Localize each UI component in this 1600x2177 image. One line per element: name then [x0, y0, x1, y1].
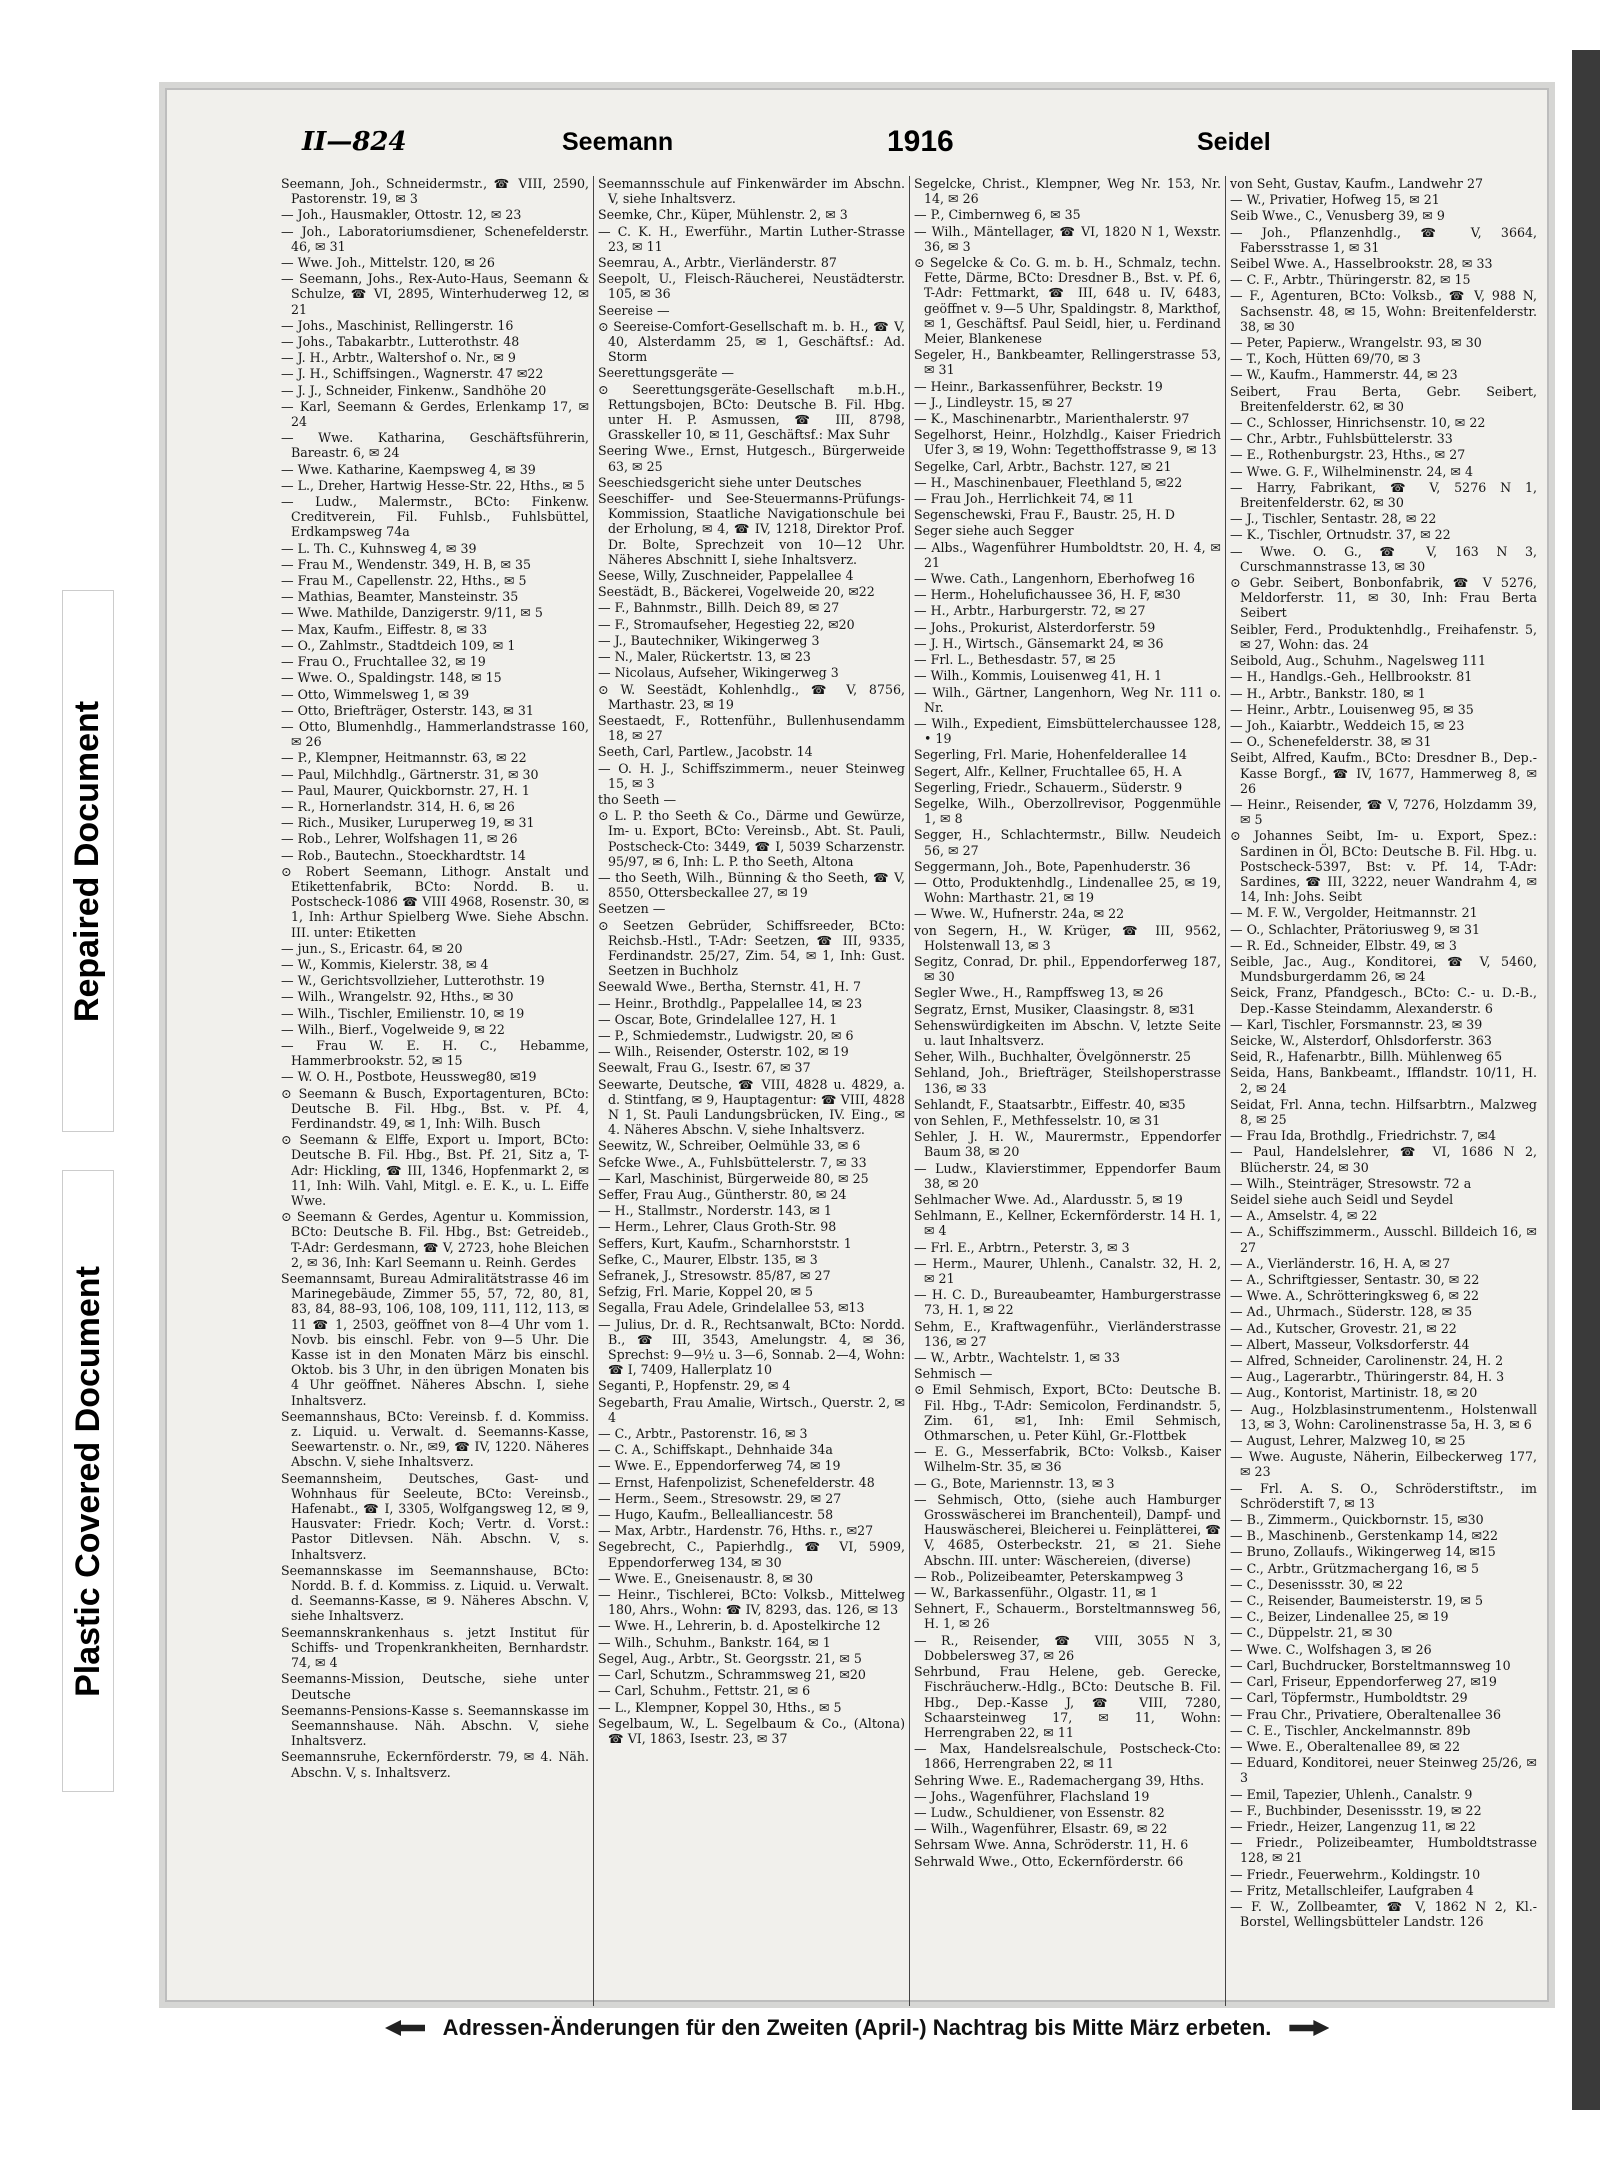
- directory-entry: — Wilh., Expedient, Eimsbüttelerchaussee 128, • 19: [914, 715, 1221, 747]
- directory-entry: ⊙ Johannes Seibt, Im- u. Export, Spez.: Sardinen in Öl, BCto: Deutsche B. Fil. Hbg. u. Postscheck-5397, Bst: v. Pf. 14, T-Adr: Sardines, ☎ III, 3222, neuer Wandrahm 4, ✉ 14, Inh: Johs. Seibt: [1230, 828, 1537, 905]
- directory-entry: — K., Tischler, Ortnudstr. 37, ✉ 22: [1230, 527, 1451, 543]
- directory-entry: Sehrbund, Frau Helene, geb. Gerecke, Fischräucherw.-Hdlg., BCto: Deutsche B. Fil. Hbg., Dep.-Kasse J, ☎ VIII, 7280, Schaarsteinweg 17, ✉ 11, Wohn: Herrengraben 22, ✉ 11: [914, 1664, 1221, 1740]
- directory-entry: Segitz, Conrad, Dr. phil., Eppendorferweg 187, ✉ 30: [914, 953, 1221, 985]
- directory-entry: Seese, Willy, Zuschneider, Pappelallee 4: [598, 568, 854, 584]
- directory-entry: — Heinr., Brothdlg., Pappelallee 14, ✉ 23: [598, 995, 863, 1011]
- directory-entry: — Karl, Seemann & Gerdes, Erlenkamp 17, ✉ 24: [281, 398, 589, 430]
- directory-entry: — Karl, Maschinist, Bürgerweide 80, ✉ 25: [598, 1170, 869, 1186]
- directory-entry: ⊙ Seetzen Gebrüder, Schiffsreeder, BCto: Reichsb.-Hstl., T-Adr: Seetzen, ☎ III, 9335, Ferdinandstr. 25/27, Zim. 54, ✉ 1, Inh: Gust. Seetzen in Buchholz: [598, 917, 905, 979]
- directory-entry: — Friedr., Heizer, Langenzug 11, ✉ 22: [1230, 1818, 1476, 1834]
- directory-entry: Seering Wwe., Ernst, Hutgesch., Bürgerweide 63, ✉ 25: [598, 443, 905, 474]
- directory-entry: — Heinr., Reisender, ☎ V, 7276, Holzdamm 39, ✉ 5: [1230, 796, 1537, 828]
- directory-entry: — Wwe. Katharine, Kaempsweg 4, ✉ 39: [281, 461, 536, 477]
- directory-entry: — Frau M., Capellenstr. 22, Hths., ✉ 5: [281, 573, 527, 589]
- directory-entry: — Wwe. E., Gneisenaustr. 8, ✉ 30: [598, 1570, 814, 1586]
- directory-entry: ⊙ Seemann & Gerdes, Agentur u. Kommission, BCto: Deutsche B. Fil. Hbg., Bst: Getreideb., T-Adr: Gerdesmann, ☎ V, 2723, hohe Bleichen 2, ✉ 36, Inh: Karl Seemann u. Reinh. Gerdes: [281, 1209, 589, 1270]
- directory-entry: — Frl. L., Bethesdastr. 57, ✉ 25: [914, 652, 1116, 668]
- directory-entry: Seemannshaus, BCto: Vereinsb. f. d. Kommiss. z. Liquid. u. Verwalt. d. Seemanns-Kasse, Seewartenstr. o. Nr., ✉9, ☎ IV, 1220. Näheres Abschn. V, siehe Inhaltsverz.: [281, 1408, 589, 1470]
- directory-entry: Seicke, W., Alsterdorf, Ohlsdorferstr. 363: [1230, 1032, 1492, 1048]
- directory-entry: Segelhorst, Heinr., Holzhdlg., Kaiser Friedrich Ufer 3, ✉ 19, Wohn: Tegetthoffstrasse 9, ✉ 13: [914, 427, 1221, 458]
- directory-entry: — C., Desenissstr. 30, ✉ 22: [1230, 1576, 1404, 1592]
- directory-entry: — W., Arbtr., Wachtelstr. 1, ✉ 33: [914, 1350, 1121, 1366]
- directory-entry: — Wwe. E., Eppendorferweg 74, ✉ 19: [598, 1458, 841, 1474]
- directory-entry: Seestaedt, F., Rottenführ., Bullenhusendamm 18, ✉ 27: [598, 712, 905, 744]
- directory-entry: Segerling, Frl. Marie, Hohenfelderallee 14: [914, 747, 1187, 763]
- directory-entry: — Frl. A. S. O., Schröderstiftstr., im Schröderstift 7, ✉ 13: [1230, 1480, 1537, 1511]
- directory-entry: — W., Privatier, Hofweg 15, ✉ 21: [1230, 192, 1440, 208]
- directory-entry: — jun., S., Ericastr. 64, ✉ 20: [281, 940, 463, 956]
- directory-entry: Seemke, Chr., Küper, Mühlenstr. 2, ✉ 3: [598, 207, 848, 223]
- directory-entry: — Wwe. C., Wolfshagen 3, ✉ 26: [1230, 1641, 1432, 1657]
- directory-entry: — R., Reisender, ☎ VIII, 3055 N 3, Dobbelersweg 37, ✉ 26: [914, 1632, 1221, 1663]
- directory-entry: — Joh., Pflanzenhdlg., ☎ V, 3664, Fabersstrasse 1, ✉ 31: [1230, 224, 1537, 255]
- directory-entry: — C. E., Tischler, Anckelmannstr. 89b: [1230, 1722, 1471, 1738]
- directory-entry: Seewarte, Deutsche, ☎ VIII, 4828 u. 4829, a. d. Stintfang, ✉ 9, Hauptagentur: ☎ VIII, 4828 N 1, St. Pauli Landungsbrücken, IV. Eing., ✉ 4. Näheres Abschn. V, siehe Inhaltsverz.: [598, 1076, 905, 1138]
- directory-entry: — W., Kaufm., Hammerstr. 44, ✉ 23: [1230, 367, 1458, 383]
- directory-entry: Seibert, Frau Berta, Gebr. Seibert, Breitenfelderstr. 62, ✉ 30: [1230, 383, 1537, 414]
- directory-entry: — Albs., Wagenführer Humboldtstr. 20, H. 4, ✉ 21: [914, 539, 1221, 570]
- directory-entry: — Rob., Lehrer, Wolfshagen 11, ✉ 26: [281, 831, 518, 847]
- directory-entry: Seger siehe auch Segger: [914, 523, 1074, 539]
- directory-entry: — J., Tischler, Sentastr. 28, ✉ 22: [1230, 511, 1437, 527]
- directory-entry: — Herm., Seem., Stresowstr. 29, ✉ 27: [598, 1490, 842, 1506]
- directory-entry: Segelke, Carl, Arbtr., Bachstr. 127, ✉ 21: [914, 458, 1172, 474]
- repaired-document-label: [62, 590, 114, 1132]
- scanner-edge: [1572, 50, 1600, 2110]
- directory-entry: — Wwe. O. G., ☎ V, 163 N 3, Curschmannstrasse 13, ✉ 30: [1230, 543, 1537, 574]
- header-first-word: Seemann: [562, 127, 674, 156]
- directory-entry: Seemanns-Mission, Deutsche, siehe unter Deutsche: [281, 1671, 589, 1702]
- directory-entry: Segel, Aug., Arbtr., St. Georgsstr. 21, ✉ 5: [598, 1650, 862, 1666]
- directory-entry: — Julius, Dr. d. R., Rechtsanwalt, BCto: Nordd. B., ☎ III, 3543, Amelungstr. 4, ✉ 36, Sprechst: 9—9½ u. 3—6, Sonnab. 2—4, Wohn: ☎ I, 7409, Hallerplatz 10: [598, 1316, 905, 1378]
- directory-entry: Seibt, Alfred, Kaufm., BCto: Dresdner B., Dep.-Kasse Borgf., ☎ IV, 1677, Hammerweg 8, ✉ 26: [1230, 750, 1537, 796]
- directory-entry: — Aug., Lagerarbtr., Thüringerstr. 84, H. 3: [1230, 1369, 1505, 1385]
- directory-entry: — A., Amselstr. 4, ✉ 22: [1230, 1208, 1378, 1224]
- directory-entry: — Friedr., Polizeibeamter, Humboldtstrasse 128, ✉ 21: [1230, 1835, 1537, 1866]
- directory-entry: — Wilh., Schuhm., Bankstr. 164, ✉ 1: [598, 1634, 831, 1650]
- directory-entry: — Carl, Buchdrucker, Borsteltmannsweg 10: [1230, 1657, 1511, 1673]
- directory-entry: — Herm., Hohelufichaussee 36, H. F, ✉30: [914, 587, 1181, 603]
- directory-entry: Segelke, Wilh., Oberzollrevisor, Poggenmühle 1, ✉ 8: [914, 795, 1221, 827]
- directory-entry: ⊙ Seemann & Elffe, Export u. Import, BCto: Deutsche B. Fil. Hbg., Bst. Pf. 21, Sitz a, T-Adr: Hickling, ☎ III, 1346, Hopfenmarkt 2, ✉ 11, Inh: Wilh. Vahl, Mitgl. e. E. K., u. L. Eiffe Wwe.: [281, 1132, 589, 1208]
- directory-entry: — Frau Chr., Privatiere, Oberaltenallee 36: [1230, 1706, 1502, 1722]
- directory-entry: Seepolt, U., Fleisch-Räucherei, Neustädterstr. 105, ✉ 36: [598, 271, 905, 302]
- directory-entry: Seewitz, W., Schreiber, Oelmühle 33, ✉ 6: [598, 1138, 861, 1154]
- directory-entry: Seemrau, A., Arbtr., Vierländerstr. 87: [598, 255, 837, 271]
- directory-entry: — Johs., Tabakarbtr., Lutterothstr. 48: [281, 334, 520, 350]
- directory-entry: Seggermann, Joh., Bote, Papenhuderstr. 36: [914, 858, 1191, 874]
- directory-entry: Seibold, Aug., Schuhm., Nagelsweg 111: [1230, 653, 1486, 669]
- directory-entry: Seemannsheim, Deutsches, Gast- und Wohnhaus für Seeleute, BCto: Vereinsb., Hafenabt., ☎ I, 3305, Wolfgangsweg 12, ✉ 9, Hausvater: Friedr. Koch; Vertr. d. Vorst.: Pastor Ditlevsen. Näh. Abschn. V, s. Inhaltsverz.: [281, 1470, 589, 1562]
- directory-entry: ⊙ Seereise-Comfort-Gesellschaft m. b. H., ☎ V, 40, Alsterdamm 25, ✉ 1, Geschäftsf.: Ad. Storm: [598, 318, 905, 365]
- directory-entry: — J. H., Wirtsch., Gänsemarkt 24, ✉ 36: [914, 635, 1164, 651]
- directory-entry: Seemannskrankenhaus s. jetzt Institut für Schiffs- und Tropenkrankheiten, Bernhardstr. 74, ✉ 4: [281, 1624, 589, 1671]
- directory-entry: Seib Wwe., C., Venusberg 39, ✉ 9: [1230, 208, 1445, 224]
- directory-entry: — Frau Ida, Brothdlg., Friedrichstr. 7, ✉4: [1230, 1128, 1496, 1144]
- header-last-word: Seidel: [1197, 127, 1271, 156]
- directory-entry: — O., Schlachter, Prätoriusweg 9, ✉ 31: [1230, 921, 1481, 937]
- directory-entry: Seemannsschule auf Finkenwärder im Abschn. V, siehe Inhaltsverz.: [598, 176, 905, 207]
- directory-entry: Sehland, Joh., Briefträger, Steilshoperstrasse 136, ✉ 33: [914, 1065, 1221, 1096]
- directory-entry: Seestädt, B., Bäckerei, Vogelweide 20, ✉22: [598, 584, 875, 600]
- directory-entry: — Wilh., Wrangelstr. 92, Hths., ✉ 30: [281, 989, 514, 1005]
- directory-entry: Seetzen —: [598, 901, 666, 917]
- directory-entry: — E. G., Messerfabrik, BCto: Volksb., Kaiser Wilhelm-Str. 35, ✉ 36: [914, 1444, 1221, 1475]
- directory-entry: — Chr., Arbtr., Fuhlsbüttelerstr. 33: [1230, 431, 1453, 447]
- directory-entry: — E., Rothenburgstr. 23, Hths., ✉ 27: [1230, 447, 1466, 463]
- directory-entry: Seemanns-Pensions-Kasse s. Seemannskasse im Seemannshause. Näh. Abschn. V, siehe Inhaltsverz.: [281, 1702, 589, 1749]
- directory-entry: — C. F., Arbtr., Thüringerstr. 82, ✉ 15: [1230, 272, 1471, 288]
- directory-entry: — Joh., Laboratoriumsdiener, Schenefelderstr. 46, ✉ 31: [281, 223, 589, 254]
- directory-entry: — Otto, Produktenhdlg., Lindenallee 25, ✉ 19, Wohn: Marthastr. 21, ✉ 19: [914, 874, 1221, 906]
- directory-entry: — Sehmisch, Otto, (siehe auch Hamburger Grosswäscherei im Branchenteil), Dampf- und Hauswäscherei, Bleicherei u. Feinplätterei, ☎ V, 4685, Osterbeckstr. 21, ✉ 21. Siehe Abschn. III. unter: Wäschereien, (diverse): [914, 1491, 1221, 1568]
- directory-entry: — Johs., Prokurist, Alsterdorferstr. 59: [914, 619, 1156, 635]
- directory-entry: Sehnert, F., Schauerm., Borsteltmannsweg 56, H. 1, ✉ 26: [914, 1601, 1221, 1632]
- directory-entry: Sehrsam Wwe. Anna, Schröderstr. 11, H. 6: [914, 1837, 1189, 1853]
- page-header: [167, 122, 1547, 162]
- directory-entry: — Heinr., Arbtr., Louisenweg 95, ✉ 35: [1230, 701, 1474, 717]
- directory-entry: — A., Schiffszimmerm., Ausschl. Billdeich 16, ✉ 27: [1230, 1224, 1537, 1255]
- directory-entry: — N., Maler, Rückertstr. 13, ✉ 23: [598, 649, 811, 665]
- directory-entry: — F., Buchbinder, Desenissstr. 19, ✉ 22: [1230, 1802, 1482, 1818]
- directory-entry: — Paul, Maurer, Quickbornstr. 27, H. 1: [281, 782, 530, 798]
- directory-entry: Segeler, H., Bankbeamter, Rellingerstrasse 53, ✉ 31: [914, 347, 1221, 378]
- directory-entry: — Friedr., Feuerwehrm., Koldingstr. 10: [1230, 1866, 1481, 1882]
- directory-entry: — Herm., Lehrer, Claus Groth-Str. 98: [598, 1219, 837, 1235]
- page-footer: [167, 2010, 1547, 2046]
- directory-entry: Seible, Jac., Aug., Konditorei, ☎ V, 5460, Mundsburgerdamm 26, ✉ 24: [1230, 953, 1537, 985]
- directory-entry: Segebarth, Frau Amalie, Wirtsch., Querstr. 2, ✉ 4: [598, 1394, 905, 1425]
- directory-entry: — Wwe. W., Hufnerstr. 24a, ✉ 22: [914, 906, 1125, 922]
- directory-entry: Segert, Alfr., Kellner, Fruchtallee 65, H. A: [914, 763, 1182, 779]
- directory-entry: — Wwe. Katharina, Geschäftsführerin, Bareastr. 6, ✉ 24: [281, 430, 589, 461]
- directory-entry: — Paul, Milchhdlg., Gärtnerstr. 31, ✉ 30: [281, 766, 539, 782]
- directory-entry: — Joh., Kaiarbtr., Weddeich 15, ✉ 23: [1230, 717, 1465, 733]
- directory-entry: Seganti, P., Hopfenstr. 29, ✉ 4: [598, 1378, 791, 1394]
- directory-entry: — Alfred, Schneider, Carolinenstr. 24, H. 2: [1230, 1353, 1504, 1369]
- directory-entry: Seibel Wwe. A., Hasselbrookstr. 28, ✉ 33: [1230, 256, 1493, 272]
- directory-entry: — Fritz, Metallschleifer, Laufgraben 4: [1230, 1882, 1474, 1898]
- directory-entry: — Otto, Wimmelsweg 1, ✉ 39: [281, 686, 470, 702]
- directory-entry: Sefke, C., Maurer, Elbstr. 135, ✉ 3: [598, 1251, 818, 1267]
- directory-entry: — Frau Joh., Herrlichkeit 74, ✉ 11: [914, 491, 1135, 507]
- directory-entry: — Emil, Tapezier, Uhlenh., Canalstr. 9: [1230, 1786, 1473, 1802]
- directory-entry: — R., Hornerlandstr. 314, H. 6, ✉ 26: [281, 798, 515, 814]
- directory-entry: — Carl, Friseur, Eppendorferweg 27, ✉19: [1230, 1674, 1497, 1690]
- footer-notice: Adressen-Änderungen für den Zweiten (April-) Nachtrag bis Mitte März erbeten.: [442, 2015, 1272, 2040]
- directory-entry: — Otto, Blumenhdlg., Hammerlandstrasse 160, ✉ 26: [281, 718, 589, 750]
- directory-entry: — Frl. E., Arbtrn., Peterstr. 3, ✉ 3: [914, 1239, 1130, 1255]
- directory-entry: — J. J., Schneider, Finkenw., Sandhöhe 20: [281, 382, 547, 398]
- directory-entry: ⊙ Emil Sehmisch, Export, BCto: Deutsche B. Fil. Hbg., T-Adr: Semicolon, Ferdinandstr. 5, Zim. 61, ✉1, Inh: Emil Sehmisch, Othmarschen, u. Peter Kühl, Gr.-Flottbek: [914, 1382, 1221, 1444]
- directory-entry: Segelcke, Christ., Klempner, Weg Nr. 153, Nr. 14, ✉ 26: [914, 176, 1221, 207]
- directory-entry: Seemannskasse im Seemannshause, BCto: Nordd. B. f. d. Kommiss. z. Liquid. u. Verwalt. d. Seemanns-Kasse, ✉ 9. Näheres Abschn. V, siehe Inhaltsverz.: [281, 1562, 589, 1624]
- directory-entry: — H. C. D., Bureaubeamter, Hamburgerstrasse 73, H. 1, ✉ 22: [914, 1287, 1221, 1318]
- directory-entry: — F. W., Zollbeamter, ☎ V, 1862 N 2, Kl.-Borstel, Wellingsbütteler Landstr. 126: [1230, 1898, 1537, 1930]
- directory-entry: — O. H. J., Schiffszimmerm., neuer Steinweg 15, ✉ 3: [598, 760, 905, 791]
- directory-entry: Seidat, Frl. Anna, techn. Hilfsarbtrn., Malzweg 8, ✉ 25: [1230, 1096, 1537, 1127]
- repaired-document-text: Repaired Document: [68, 700, 107, 1022]
- directory-entry: — J. H., Schiffsingen., Wagnerstr. 47 ✉22: [281, 366, 544, 382]
- directory-entry: tho Seeth —: [598, 791, 677, 807]
- directory-entry: — C., Düppelstr. 21, ✉ 30: [1230, 1625, 1393, 1641]
- directory-entry: — W., Gerichtsvollzieher, Lutterothstr. 19: [281, 973, 545, 989]
- directory-entry: — J., Bautechniker, Wikingerweg 3: [598, 632, 820, 648]
- directory-entry: — K., Maschinenarbtr., Marienthalerstr. 97: [914, 411, 1190, 427]
- directory-entry: von Seht, Gustav, Kaufm., Landwehr 27: [1230, 176, 1483, 191]
- directory-entry: — W., Kommis, Kielerstr. 38, ✉ 4: [281, 956, 489, 972]
- directory-entry: Sehenswürdigkeiten im Abschn. V, letzte Seite u. laut Inhaltsverz.: [914, 1017, 1221, 1048]
- directory-entry: Segelbaum, W., L. Segelbaum & Co., (Altona) ☎ VI, 1863, Isestr. 23, ✉ 37: [598, 1715, 905, 1746]
- directory-entry: Seidel siehe auch Seidl und Seydel: [1230, 1192, 1454, 1207]
- directory-entry: Sehrwald Wwe., Otto, Eckernförderstr. 66: [914, 1853, 1184, 1869]
- side-labels: [0, 0, 150, 2177]
- directory-entry: — Johs., Maschinist, Rellingerstr. 16: [281, 317, 514, 333]
- directory-entry: — W. O. H., Postbote, Heussweg80, ✉19: [281, 1069, 537, 1085]
- directory-entry: — H., Maschinenbauer, Fleethland 5, ✉22: [914, 474, 1183, 490]
- directory-entry: — August, Lehrer, Malzweg 10, ✉ 25: [1230, 1433, 1466, 1449]
- directory-entry: von Segern, H., W. Krüger, ☎ III, 9562, Holstenwall 13, ✉ 3: [914, 922, 1221, 953]
- directory-entry: — C., Schlosser, Hinrichsenstr. 10, ✉ 22: [1230, 415, 1486, 431]
- directory-entry: Segratz, Ernst, Musiker, Claasingstr. 8, ✉31: [914, 1001, 1196, 1017]
- directory-entry: — Wilh., Kommis, Louisenweg 41, H. 1: [914, 668, 1162, 684]
- directory-entry: — Carl, Töpfermstr., Humboldtstr. 29: [1230, 1690, 1468, 1706]
- directory-entry: — L., Dreher, Hartwig Hesse-Str. 22, Hths., ✉ 5: [281, 477, 585, 493]
- directory-entry: Sehlmacher Wwe. Ad., Alardusstr. 5, ✉ 19: [914, 1192, 1183, 1207]
- directory-entry: — Wilh., Steinträger, Stresowstr. 72 a: [1230, 1175, 1472, 1191]
- directory-entry: — Mathias, Beamter, Mansteinstr. 35: [281, 589, 519, 605]
- directory-entry: — Rich., Musiker, Luruperweg 19, ✉ 31: [281, 815, 535, 831]
- directory-entry: Sehlandt, F., Staatsarbtr., Eiffestr. 40, ✉35: [914, 1096, 1186, 1112]
- directory-entry: — Hugo, Kaufm., Bellealliancestr. 58: [598, 1507, 834, 1523]
- directory-entry: Seewalt, Frau G., Isestr. 67, ✉ 37: [598, 1060, 811, 1076]
- directory-entry: — Carl, Schutzm., Schrammsweg 21, ✉20: [598, 1667, 866, 1683]
- directory-entry: Sehmisch —: [914, 1366, 993, 1382]
- directory-entry: — Wwe. Joh., Mittelstr. 120, ✉ 26: [281, 255, 495, 271]
- directory-entry: — B., Zimmerm., Quickbornstr. 15, ✉30: [1230, 1512, 1484, 1528]
- directory-entry: — Nicolaus, Aufseher, Wikingerweg 3: [598, 665, 839, 681]
- directory-entry: — P., Klempner, Heitmannstr. 63, ✉ 22: [281, 750, 527, 766]
- directory-entry: ⊙ Seerettungsgeräte-Gesellschaft m.b.H., Rettungsbojen, BCto: Deutsche B. Fil. Hbg. unter H. P. Asmussen, ☎ III, 8798, Grasskeller 10, ✉ 11, Geschäftsf.: Max Suhr: [598, 381, 905, 443]
- directory-entry: Seeschiedsgericht siehe unter Deutsches: [598, 474, 862, 490]
- directory-entry: Seeschiffer- und See-Steuermanns-Prüfungs-Kommission, Staatliche Navigationschule bei der Erholung, ✉ 4, ☎ IV, 1218, Direktor Prof. Dr. Bolte, Sprechzeit von 10—12 Uhr. Näheres Abschnitt I, siehe Inhaltsverz.: [598, 491, 905, 567]
- entry-columns: [277, 176, 1542, 2006]
- directory-entry: — Herm., Maurer, Uhlenh., Canalstr. 32, H. 2, ✉ 21: [914, 1255, 1221, 1287]
- directory-entry: — A., Schriftgiesser, Sentastr. 30, ✉ 22: [1230, 1272, 1480, 1288]
- directory-entry: — Max, Arbtr., Hardenstr. 76, Hths. r., ✉27: [598, 1523, 874, 1539]
- directory-entry: — P., Schmiedemstr., Ludwigstr. 20, ✉ 6: [598, 1027, 854, 1043]
- directory-entry: — Wilh., Mäntellager, ☎ VI, 1820 N 1, Wexstr. 36, ✉ 3: [914, 223, 1221, 254]
- page-number: II—824: [302, 127, 407, 157]
- directory-entry: — Aug., Kontorist, Martinistr. 18, ✉ 20: [1230, 1385, 1478, 1401]
- directory-entry: — Otto, Briefträger, Osterstr. 143, ✉ 31: [281, 702, 534, 718]
- column-4: [1225, 176, 1541, 2006]
- directory-entry: Sehm, E., Kraftwagenführ., Vierländerstrasse 136, ✉ 27: [914, 1318, 1221, 1349]
- directory-entry: — H., Arbtr., Bankstr. 180, ✉ 1: [1230, 685, 1426, 701]
- directory-entry: Segler Wwe., H., Rampffsweg 13, ✉ 26: [914, 985, 1164, 1001]
- column-1: [277, 176, 593, 2006]
- directory-entry: — C., Reisender, Baumeisterstr. 19, ✉ 5: [1230, 1593, 1483, 1609]
- directory-entry: Sehlmann, E., Kellner, Eckernförderstr. 14 H. 1, ✉ 4: [914, 1208, 1221, 1239]
- directory-entry: — Wilh., Wagenführer, Elsastr. 69, ✉ 22: [914, 1821, 1168, 1837]
- directory-entry: — H., Handlgs.-Geh., Hellbrookstr. 81: [1230, 669, 1473, 685]
- directory-entry: — Ludw., Schuldiener, von Essenstr. 82: [914, 1804, 1165, 1820]
- directory-entry: Segenschewski, Frau F., Baustr. 25, H. D: [914, 507, 1176, 523]
- directory-entry: — F., Bahnmstr., Billh. Deich 89, ✉ 27: [598, 600, 840, 616]
- directory-entry: — C. A., Schiffskapt., Dehnhaide 34a: [598, 1442, 833, 1458]
- directory-entry: — F., Stromaufseher, Hegestieg 22, ✉20: [598, 616, 855, 632]
- column-3: [909, 176, 1225, 2006]
- directory-entry: — C., Beizer, Lindenallee 25, ✉ 19: [1230, 1609, 1449, 1625]
- directory-entry: — A., Vierländerstr. 16, H. A, ✉ 27: [1230, 1255, 1451, 1271]
- directory-entry: — Ad., Uhrmach., Süderstr. 128, ✉ 35: [1230, 1304, 1473, 1320]
- directory-entry: — H., Arbtr., Harburgerstr. 72, ✉ 27: [914, 603, 1146, 619]
- plastic-covered-document-label: [62, 1170, 114, 1792]
- directory-entry: — Wwe. O., Spaldingstr. 148, ✉ 15: [281, 670, 502, 686]
- header-year: 1916: [887, 125, 954, 158]
- directory-entry: — Max, Kaufm., Eiffestr. 8, ✉ 33: [281, 621, 488, 637]
- directory-entry: — Aug., Holzblasinstrumentenm., Holstenwall 13, ✉ 3, Wohn: Carolinenstrasse 5a, H. 3, ✉ 6: [1230, 1401, 1537, 1432]
- directory-entry: ⊙ Seemann & Busch, Exportagenturen, BCto: Deutsche B. Fil. Hbg., Bst. v. Pf. 4, Ferdinandstr. 49, ✉ 1, Inh: Wilh. Busch: [281, 1085, 589, 1131]
- directory-entry: — Wilh., Reisender, Osterstr. 102, ✉ 19: [598, 1044, 849, 1060]
- directory-entry: — Frau W. E. H. C., Hebamme, Hammerbrookstr. 52, ✉ 15: [281, 1037, 589, 1069]
- directory-entry: — Wwe. Mathilde, Danzigerstr. 9/11, ✉ 5: [281, 605, 543, 621]
- directory-entry: ⊙ Gebr. Seibert, Bonbonfabrik, ☎ V 5276, Meldorferstr. 11, ✉ 30, Inh: Frau Berta Seibert: [1230, 575, 1537, 621]
- directory-entry: Sefranek, J., Stresowstr. 85/87, ✉ 27: [598, 1268, 831, 1284]
- directory-entry: ⊙ Segelcke & Co. G. m. b. H., Schmalz, techn. Fette, Därme, BCto: Dresdner B., Bst. v. Pf. 6, T-Adr: Fettmarkt, ☎ III, 648 u. IV, 6483, geöffnet v. 9—5 Uhr, Spaldingstr. 8, Markthof, ✉ 1, Geschäftsf. Paul Seidl, hier, u. Ferdinand Meier, Blankenese: [914, 255, 1221, 347]
- directory-entry: — H., Stallmstr., Norderstr. 143, ✉ 1: [598, 1203, 832, 1219]
- directory-entry: Sefzig, Frl. Marie, Koppel 20, ✉ 5: [598, 1284, 814, 1300]
- directory-entry: — Eduard, Konditorei, neuer Steinweg 25/26, ✉ 3: [1230, 1755, 1537, 1786]
- directory-entry: Sehring Wwe. E., Rademachergang 39, Hths.: [914, 1772, 1205, 1788]
- directory-entry: Seick, Franz, Pfandgesch., BCto: C.- u. D.-B., Dep.-Kasse Steindamm, Alexanderstr. 6: [1230, 985, 1537, 1016]
- directory-entry: — Ernst, Hafenpolizist, Schenefelderstr. 48: [598, 1474, 875, 1490]
- directory-entry: — Paul, Handelslehrer, ☎ VI, 1686 N 2, Blücherstr. 24, ✉ 30: [1230, 1144, 1537, 1175]
- directory-entry: Seffers, Kurt, Kaufm., Scharnhorststr. 1: [598, 1235, 852, 1251]
- directory-entry: — Karl, Tischler, Forsmannstr. 23, ✉ 39: [1230, 1016, 1483, 1032]
- directory-entry: — Frau M., Wendenstr. 349, H. B, ✉ 35: [281, 556, 532, 572]
- directory-entry: — Heinr., Tischlerei, BCto: Volksb., Mittelweg 180, Ahrs., Wohn: ☎ IV, 8293, das. 126, ✉ 13: [598, 1587, 905, 1618]
- directory-entry: — Wwe. H., Lehrerin, b. d. Apostelkirche 12: [598, 1618, 881, 1634]
- directory-entry: — Johs., Wagenführer, Flachsland 19: [914, 1788, 1150, 1804]
- directory-entry: — M. F. W., Vergolder, Heitmannstr. 21: [1230, 905, 1478, 921]
- directory-entry: — Albert, Masseur, Volksdorferstr. 44: [1230, 1336, 1470, 1352]
- directory-entry: Segebrecht, C., Papierhdlg., ☎ VI, 5909, Eppendorferweg 134, ✉ 30: [598, 1539, 905, 1570]
- directory-entry: Seffer, Frau Aug., Güntherstr. 80, ✉ 24: [598, 1187, 847, 1202]
- directory-entry: Seemannsamt, Bureau Admiralitätstrasse 46 im Marinegebäude, Zimmer 55, 57, 72, 80, 81, 83, 84, 88–93, 106, 108, 109, 111, 112, 113, ✉ 11 ☎ 1, 2503, geöffnet von 8—4 Uhr vom 1. Novb. bis einschl. Febr. von 9—5 Uhr. Die Kasse ist in den Monaten März bis einschl. Oktob. bis 3 Uhr, in den übrigen Monaten bis 4 Uhr geöffnet. Näheres Abschn. I, siehe Inhaltsverz.: [281, 1271, 589, 1408]
- directory-entry: — tho Seeth, Wilh., Bünning & tho Seeth, ☎ V, 8550, Ottersbeckallee 27, ✉ 19: [598, 869, 905, 901]
- directory-entry: Seid, R., Hafenarbtr., Billh. Mühlenweg 65: [1230, 1049, 1503, 1065]
- directory-entry: — Wwe. A., Schrötteringksweg 6, ✉ 22: [1230, 1288, 1480, 1304]
- directory-entry: Sehler, J. H. W., Maurermstr., Eppendorfer Baum 38, ✉ 20: [914, 1129, 1221, 1160]
- directory-entry: — Rob., Bautechn., Stoeckhardtstr. 14: [281, 847, 526, 863]
- directory-entry: — Ad., Kutscher, Grovestr. 21, ✉ 22: [1230, 1320, 1457, 1336]
- directory-entry: ⊙ Robert Seemann, Lithogr. Anstalt und Etikettenfabrik, BCto: Nordd. B. u. Postscheck-1086 ☎ VIII 4968, Rosenstr. 30, ✉ 1, Inh: Arthur Spielberg Wwe. Siehe Abschn. III. unter: Etiketten: [281, 863, 589, 940]
- directory-entry: Segerling, Friedr., Schauerm., Süderstr. 9: [914, 779, 1183, 795]
- directory-entry: — Wwe. G. F., Wilhelminenstr. 24, ✉ 4: [1230, 463, 1473, 479]
- directory-entry: — Wilh., Bierf., Vogelweide 9, ✉ 22: [281, 1021, 505, 1037]
- directory-entry: — Max, Handelsrealschule, Postscheck-Cto: 1866, Herrengraben 22, ✉ 11: [914, 1741, 1221, 1772]
- directory-entry: ⊙ L. P. tho Seeth & Co., Därme und Gewürze, Im- u. Export, BCto: Vereinsb., Abt. St. Pauli, Postscheck-Cto: 3449, ☎ I, 5039 Scharzenstr. 95/97, ✉ 6, Inh: L. P. tho Seeth, Altona: [598, 808, 905, 869]
- directory-entry: Sefcke Wwe., A., Fuhlsbüttelerstr. 7, ✉ 33: [598, 1154, 867, 1170]
- column-2: [593, 176, 909, 2006]
- directory-entry: — O., Schenefelderstr. 38, ✉ 31: [1230, 734, 1432, 750]
- directory-entry: Seerettungsgeräte —: [598, 365, 735, 381]
- directory-entry: — Harry, Fabrikant, ☎ V, 5276 N 1, Breitenfelderstr. 62, ✉ 30: [1230, 479, 1537, 511]
- plastic-covered-document-text: Plastic Covered Document: [68, 1265, 107, 1697]
- directory-entry: — Frau O., Fruchtallee 32, ✉ 19: [281, 654, 486, 670]
- pointing-hand-icon: [1289, 2020, 1329, 2036]
- directory-entry: — O., Zahlmstr., Stadtdeich 109, ✉ 1: [281, 637, 516, 653]
- directory-entry: Seeth, Carl, Partlew., Jacobstr. 14: [598, 744, 813, 760]
- directory-entry: Seida, Hans, Bankbeamt., Ifflandstr. 10/11, H. 2, ✉ 24: [1230, 1065, 1537, 1096]
- directory-entry: — Seemann, Johs., Rex-Auto-Haus, Seemann & Schulze, ☎ VI, 2895, Winterhuderweg 12, ✉ 21: [281, 271, 589, 317]
- directory-entry: — Bruno, Zollaufs., Wikingerweg 14, ✉15: [1230, 1544, 1496, 1560]
- directory-entry: — C., Arbtr., Grützmachergang 16, ✉ 5: [1230, 1560, 1479, 1576]
- directory-entry: — Oscar, Bote, Grindelallee 127, H. 1: [598, 1011, 838, 1027]
- directory-entry: Seemannsruhe, Eckernförderstr. 79, ✉ 4. Näh. Abschn. V, s. Inhaltsverz.: [281, 1749, 589, 1780]
- directory-entry: — Heinr., Barkassenführer, Beckstr. 19: [914, 378, 1163, 394]
- directory-entry: — Wwe. E., Oberaltenallee 89, ✉ 22: [1230, 1738, 1461, 1754]
- directory-entry: — Wilh., Gärtner, Langenhorn, Weg Nr. 111 o. Nr.: [914, 684, 1221, 715]
- directory-entry: Seereise —: [598, 302, 670, 318]
- directory-entry: — Ludw., Klavierstimmer, Eppendorfer Baum 38, ✉ 20: [914, 1160, 1221, 1191]
- directory-entry: — L. Th. C., Kuhnsweg 4, ✉ 39: [281, 540, 477, 556]
- directory-entry: Seewald Wwe., Bertha, Sternstr. 41, H. 7: [598, 979, 861, 995]
- directory-entry: — T., Koch, Hütten 69/70, ✉ 3: [1230, 351, 1421, 367]
- directory-entry: Segalla, Frau Adele, Grindelallee 53, ✉13: [598, 1300, 865, 1316]
- directory-entry: — J., Lindleystr. 15, ✉ 27: [914, 394, 1073, 410]
- directory-entry: — Rob., Polizeibeamter, Peterskampweg 3: [914, 1568, 1184, 1584]
- directory-entry: Seher, Wilh., Buchhalter, Övelgönnerstr. 25: [914, 1049, 1191, 1065]
- directory-entry: — J. H., Arbtr., Waltershof o. Nr., ✉ 9: [281, 350, 516, 366]
- directory-entry: — R. Ed., Schneider, Elbstr. 49, ✉ 3: [1230, 937, 1457, 953]
- directory-entry: — L., Klempner, Koppel 30, Hths., ✉ 5: [598, 1699, 842, 1715]
- directory-page: [165, 88, 1549, 2040]
- directory-entry: ⊙ W. Seestädt, Kohlenhdlg., ☎ V, 8756, Marthastr. 23, ✉ 19: [598, 681, 905, 712]
- directory-entry: — Peter, Papierw., Wrangelstr. 93, ✉ 30: [1230, 335, 1482, 351]
- directory-entry: — C. K. H., Ewerführ., Martin Luther-Strasse 23, ✉ 11: [598, 223, 905, 254]
- directory-entry: Seemann, Joh., Schneidermstr., ☎ VIII, 2590, Pastorenstr. 19, ✉ 3: [281, 176, 589, 207]
- directory-entry: — B., Maschinenb., Gerstenkamp 14, ✉22: [1230, 1528, 1499, 1544]
- directory-entry: — Carl, Schuhm., Fettstr. 21, ✉ 6: [598, 1683, 811, 1699]
- directory-entry: — Wwe. Auguste, Näherin, Eilbeckerweg 177, ✉ 23: [1230, 1449, 1537, 1480]
- directory-entry: — C., Arbtr., Pastorenstr. 16, ✉ 3: [598, 1426, 808, 1442]
- directory-entry: — Wilh., Tischler, Emilienstr. 10, ✉ 19: [281, 1005, 525, 1021]
- directory-entry: — W., Barkassenführ., Olgastr. 11, ✉ 1: [914, 1585, 1158, 1601]
- directory-entry: Segger, H., Schlachtermstr., Billw. Neudeich 56, ✉ 27: [914, 827, 1221, 858]
- directory-entry: — G., Bote, Mariennstr. 13, ✉ 3: [914, 1475, 1115, 1491]
- directory-entry: von Sehlen, F., Methfesselstr. 10, ✉ 31: [914, 1112, 1161, 1128]
- directory-entry: — Joh., Hausmakler, Ottostr. 12, ✉ 23: [281, 207, 522, 223]
- pointing-hand-icon: [385, 2020, 425, 2036]
- directory-entry: — F., Agenturen, BCto: Volksb., ☎ V, 988 N, Sachsenstr. 48, ✉ 15, Wohn: Breitenfelderstr. 38, ✉ 30: [1230, 288, 1537, 334]
- directory-entry: — Wwe. Cath., Langenhorn, Eberhofweg 16: [914, 571, 1195, 587]
- directory-entry: — Ludw., Malermstr., BCto: Finkenw. Creditverein, Fil. Fuhlsb., Fuhlsbüttel, Erdkampsweg 74a: [281, 494, 589, 540]
- directory-entry: — P., Cimbernweg 6, ✉ 35: [914, 207, 1081, 223]
- directory-entry: Seibler, Ferd., Produktenhdlg., Freihafenstr. 5, ✉ 27, Wohn: das. 24: [1230, 621, 1537, 652]
